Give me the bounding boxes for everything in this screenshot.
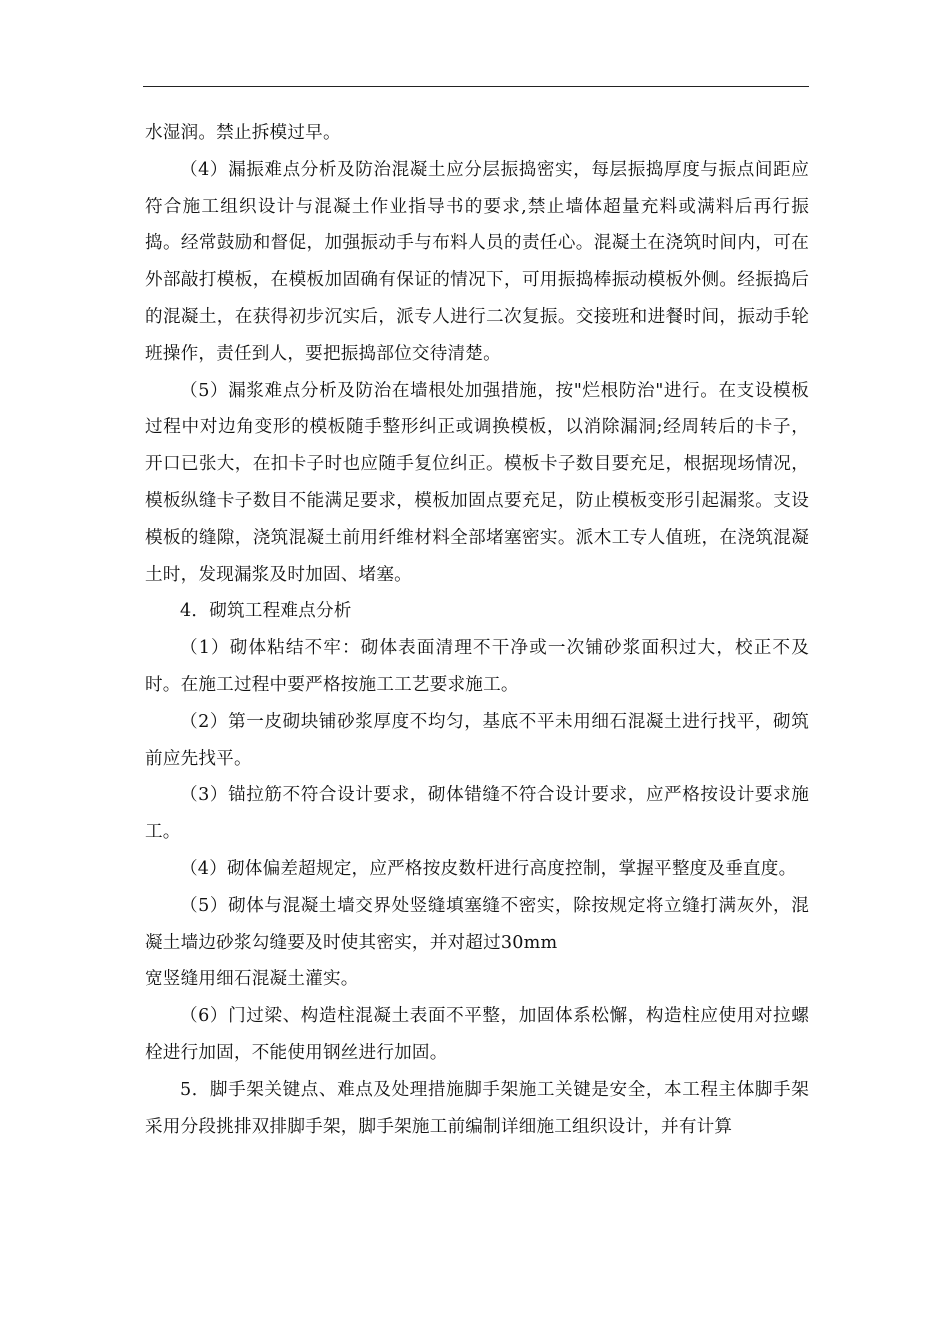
paragraph-continuation: 水湿润。禁止拆模过早。: [145, 123, 341, 143]
document-body: [145, 115, 809, 1145]
paragraph-masonry-1: （1）砌体粘结不牢：砌体表面清理不干净或一次铺砂浆面积过大，校正不及时。在施工过程中要严格按施工工艺要求施工。: [145, 638, 809, 695]
paragraph-leakage-vibration: （4）漏振难点分析及防治混凝土应分层振捣密实，每层振捣厚度与振点间距应符合施工组织设计与混凝土作业指导书的要求,禁止墙体超量充料或满料后再行振捣。经常鼓励和督促，加强振动手与布料人员的责任心。混凝土在浇筑时间内，可在外部敲打模板，在模板加固确有保证的情况下，可用振捣棒振动模板外侧。经振捣后的混凝土，在获得初步沉实后，派专人进行二次复振。交接班和进餐时间，振动手轮班操作，责任到人，要把振捣部位交待清楚。: [145, 159, 809, 364]
paragraph-masonry-5-continued: 宽竖缝用细石混凝土灌实。: [145, 969, 359, 990]
paragraph-masonry-3: （3）锚拉筋不符合设计要求，砌体错缝不符合设计要求，应严格按设计要求施工。: [145, 785, 809, 843]
paragraph-masonry-5: （5）砌体与混凝土墙交界处竖缝填塞缝不密实，除按规定将立缝打满灰外，混凝土墙边砂浆勾缝要及时使其密实，并对超过30mm: [145, 895, 809, 953]
section-heading-masonry: 4．砌筑工程难点分析: [180, 601, 352, 622]
paragraph-scaffolding: 5．脚手架关键点、难点及处理措施脚手架施工关键是安全，本工程主体脚手架采用分段挑排双排脚手架，脚手架施工前编制详细施工组织设计，并有计算: [145, 1079, 809, 1137]
paragraph-masonry-4: （4）砌体偏差超规定，应严格按皮数杆进行高度控制，掌握平整度及垂直度。: [180, 858, 797, 879]
paragraph-masonry-6: （6）门过梁、构造柱混凝土表面不平整，加固体系松懈，构造柱应使用对拉螺栓进行加固，不能使用钢丝进行加固。: [145, 1006, 809, 1063]
header-rule: [143, 86, 809, 87]
paragraph-slurry-leakage: （5）漏浆难点分析及防治在墙根处加强措施，按"烂根防治"进行。在支设模板过程中对边角变形的模板随手整形纠正或调换模板，以消除漏洞;经周转后的卡子，开口已张大，在扣卡子时也应随手复位纠正。模板卡子数目要充足，根据现场情况，模板纵缝卡子数目不能满足要求，模板加固点要充足，防止模板变形引起漏浆。支设模板的缝隙，浇筑混凝土前用纤维材料全部堵塞密实。派木工专人值班，在浇筑混凝土时，发现漏浆及时加固、堵塞。: [145, 380, 809, 585]
paragraph-masonry-2: （2）第一皮砌块铺砂浆厚度不均匀，基底不平未用细石混凝土进行找平，砌筑前应先找平。: [145, 711, 809, 769]
